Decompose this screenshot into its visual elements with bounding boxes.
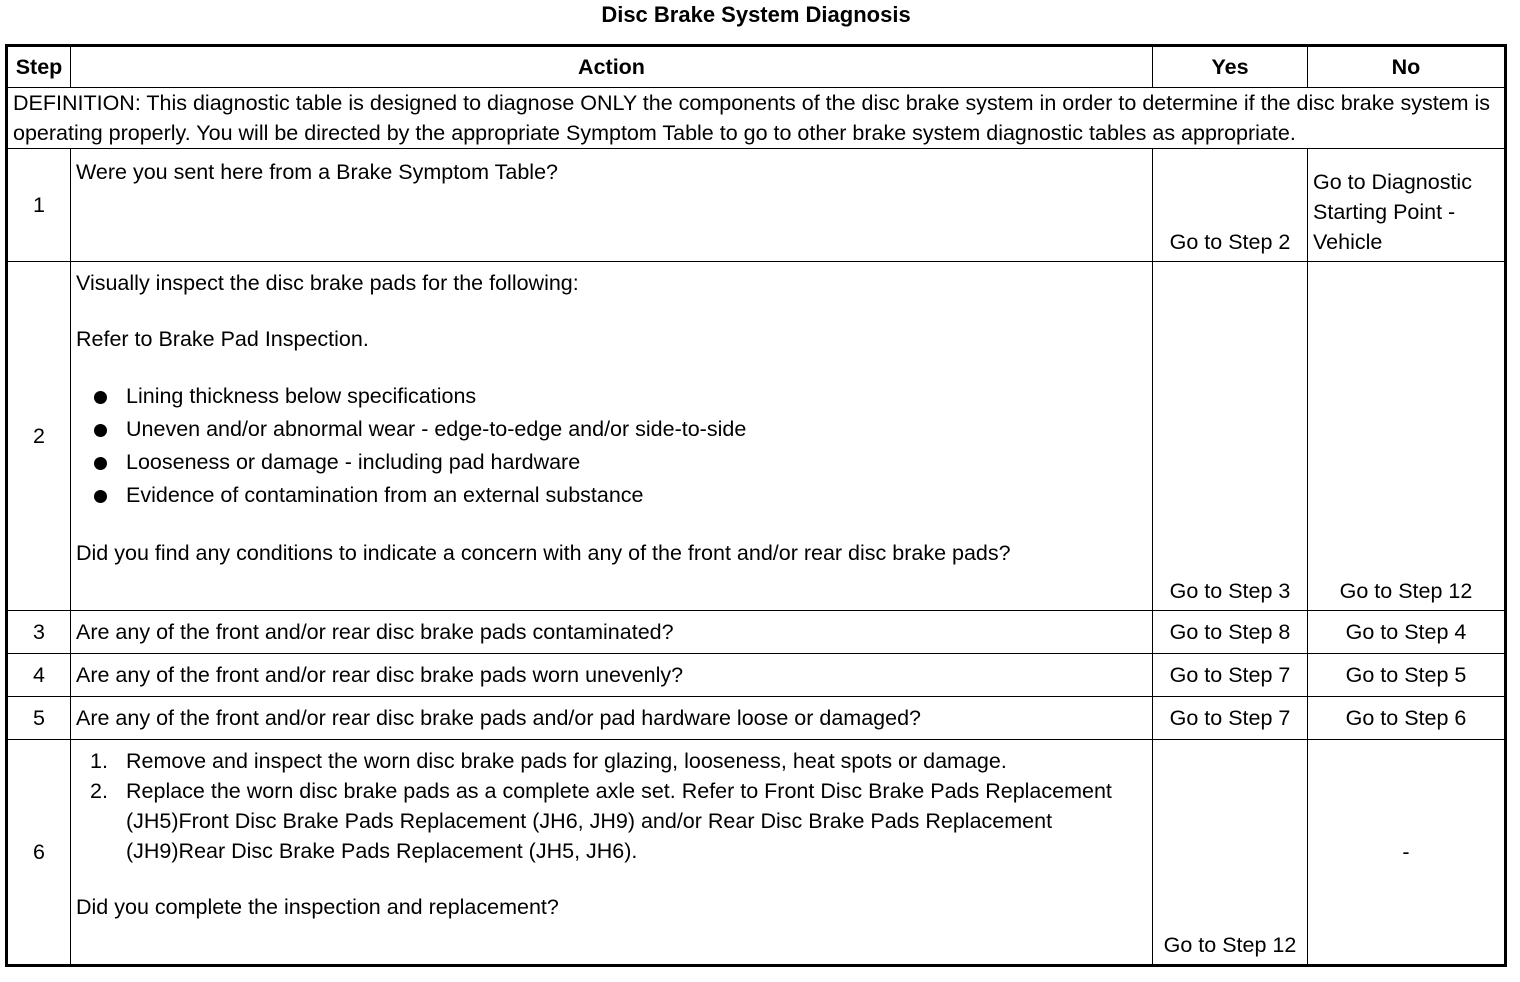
list-item — [92, 413, 1147, 446]
header-no: No — [1308, 46, 1506, 88]
action-reference: Refer to Brake Pad Inspection. — [76, 327, 369, 351]
procedure-list — [76, 746, 1147, 866]
no-result: Go to Step 6 — [1308, 697, 1506, 740]
action-text: Were you sent here from a Brake Symptom Table? — [71, 149, 1153, 262]
action-question: Did you complete the inspection and replacement? — [76, 895, 559, 919]
list-item — [92, 380, 1147, 413]
list-item-text: Evidence of contamination from an external substance — [126, 483, 644, 507]
list-item-text: Uneven and/or abnormal wear - edge-to-edge and/or side-to-side — [126, 417, 747, 441]
list-item — [76, 776, 1147, 866]
yes-result: Go to Step 7 — [1153, 697, 1308, 740]
bullet-icon — [94, 424, 107, 437]
action-text: Are any of the front and/or rear disc brake pads worn unevenly? — [71, 654, 1153, 697]
no-result: Go to Step 12 — [1308, 262, 1506, 611]
action-text: Are any of the front and/or rear disc brake pads and/or pad hardware loose or damaged? — [71, 697, 1153, 740]
yes-result: Go to Step 12 — [1153, 740, 1308, 966]
list-item-number: 1. — [90, 749, 108, 773]
list-item-text: Remove and inspect the worn disc brake pads for glazing, looseness, heat spots or damage. — [126, 749, 1007, 773]
definition-text: DEFINITION: This diagnostic table is designed to diagnose ONLY the components of the disc brake system in order to determine if the disc brake system is operating properly. You will be directed by the appropriate Symptom Table to go to other brake system diagnostic tables as appropriate. — [7, 88, 1506, 149]
table-row — [7, 740, 1506, 966]
no-result: Go to Diagnostic Starting Point - Vehicle — [1308, 149, 1506, 262]
yes-result: Go to Step 2 — [1153, 149, 1308, 262]
action-cell — [71, 740, 1153, 966]
header-action: Action — [71, 46, 1153, 88]
action-text: Are any of the front and/or rear disc brake pads contaminated? — [71, 611, 1153, 654]
no-result: Go to Step 4 — [1308, 611, 1506, 654]
page-title: Disc Brake System Diagnosis — [601, 2, 911, 27]
list-item — [92, 446, 1147, 479]
step-number: 5 — [7, 697, 71, 740]
action-question: Did you find any conditions to indicate a concern with any of the front and/or rear disc brake pads? — [76, 541, 1011, 565]
header-yes: Yes — [1153, 46, 1308, 88]
yes-result: Go to Step 3 — [1153, 262, 1308, 611]
header-row — [7, 46, 1506, 88]
action-cell — [71, 262, 1153, 611]
list-item — [92, 479, 1147, 512]
table-row — [7, 149, 1506, 262]
list-item-text: Replace the worn disc brake pads as a complete axle set. Refer to Front Disc Brake Pads Replacement (JH5)Front Disc Brake Pads Replacement (JH6, JH9) and/or Rear Disc Brake Pads Replacement (JH9)Rear Disc Brake Pads Replacement (JH5, JH6). — [126, 779, 1112, 863]
bullet-icon — [94, 391, 107, 404]
table-row — [7, 654, 1506, 697]
action-intro: Visually inspect the disc brake pads for the following: — [76, 271, 579, 295]
list-item-text: Looseness or damage - including pad hardware — [126, 450, 581, 474]
inspection-list — [76, 380, 1147, 512]
step-number: 2 — [7, 262, 71, 611]
list-item-text: Lining thickness below specifications — [126, 384, 477, 408]
yes-result: Go to Step 8 — [1153, 611, 1308, 654]
list-item — [76, 746, 1147, 776]
no-result: Go to Step 5 — [1308, 654, 1506, 697]
step-number: 6 — [7, 740, 71, 966]
table-row — [7, 262, 1506, 611]
table-row — [7, 611, 1506, 654]
header-step: Step — [7, 46, 71, 88]
bullet-icon — [94, 457, 107, 470]
diagnostic-table — [5, 44, 1507, 967]
step-number: 1 — [7, 149, 71, 262]
yes-result: Go to Step 7 — [1153, 654, 1308, 697]
step-number: 4 — [7, 654, 71, 697]
list-item-number: 2. — [90, 779, 108, 803]
bullet-icon — [94, 490, 107, 503]
step-number: 3 — [7, 611, 71, 654]
table-row — [7, 697, 1506, 740]
no-result: - — [1308, 740, 1506, 966]
definition-row — [7, 88, 1506, 149]
